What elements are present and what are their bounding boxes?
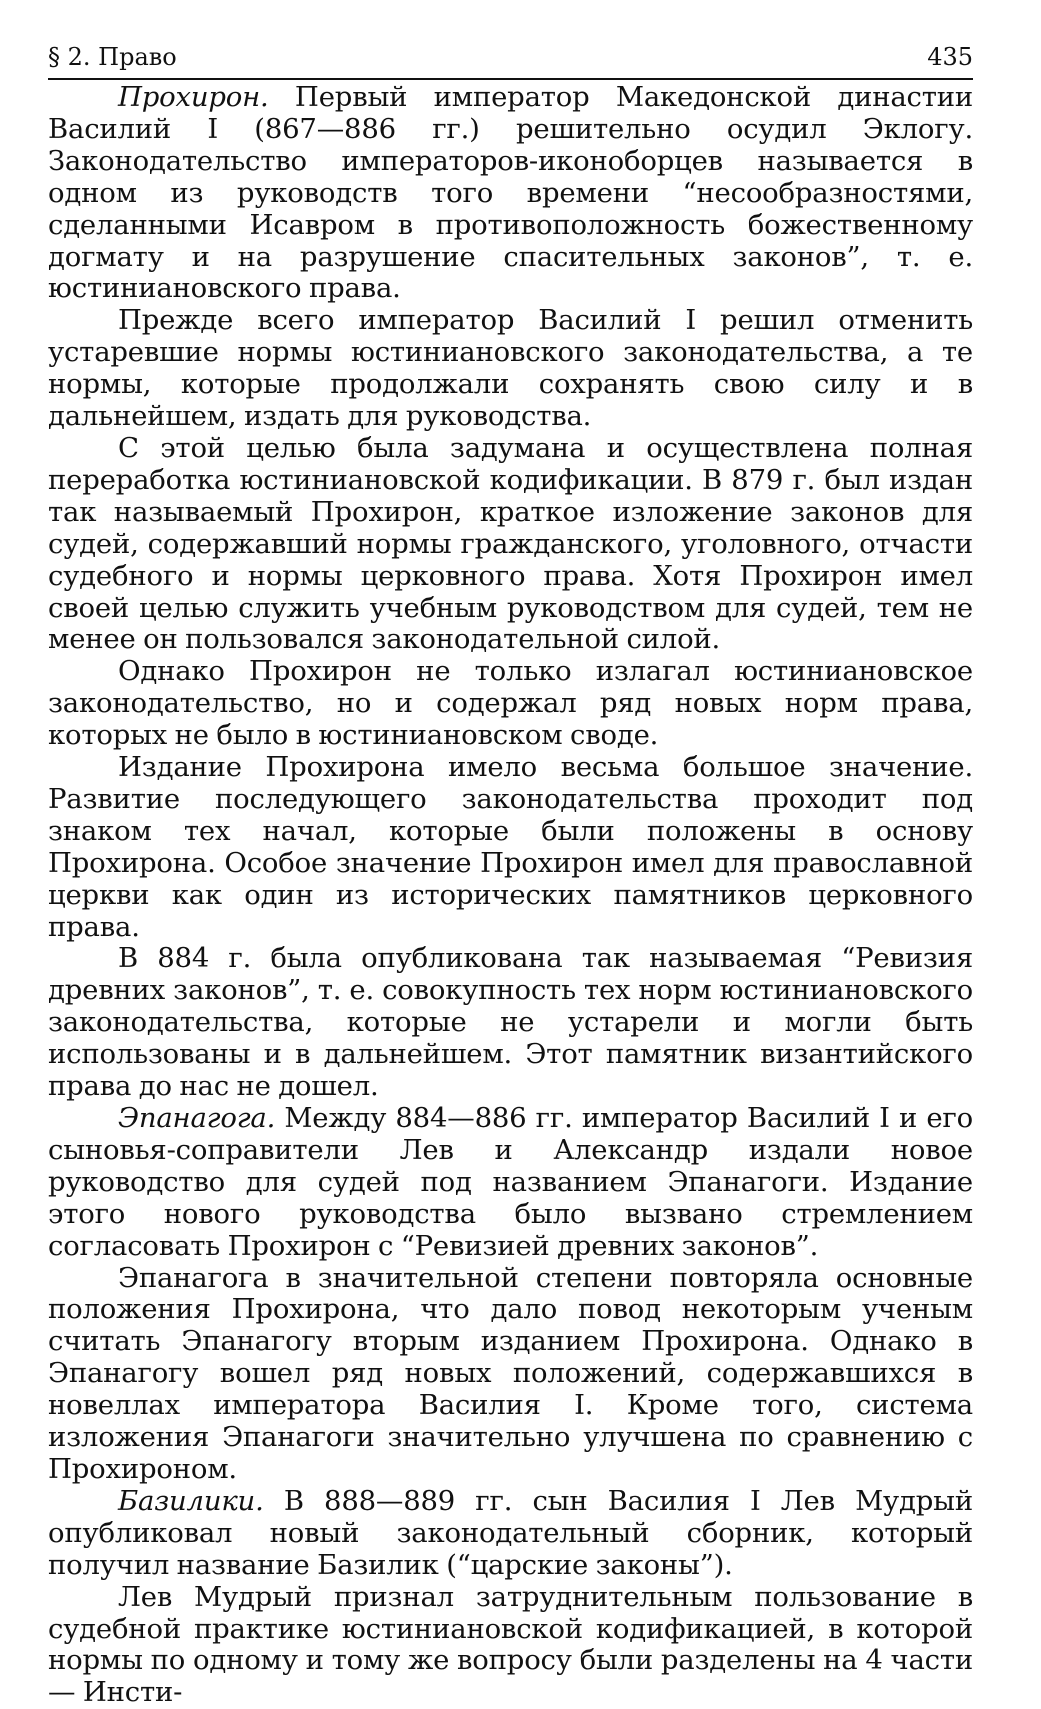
- paragraph-text: Прежде всего император Василий I решил отменить устаревшие нормы юстиниановского законодательства, а те нормы, которые продолжали сохранять свою силу и в дальнейшем, издать для руководства.: [48, 304, 973, 433]
- paragraph-text: Первый император Македонской династии Василий I (867—886 гг.) решительно осудил Эклогу. Законодательство императоров-иконоборцев называется в одном из руководств того времени “несообразностями, сделанными Исавром в противоположность божественному догмату и на разрушение спасительных законов”, т. е. юстиниановского права.: [48, 81, 973, 305]
- paragraph-text: Эпанагога в значительной степени повторяла основные положения Прохирона, что дало повод некоторым ученым считать Эпанагогу вторым изданием Прохирона. Однако в Эпанагогу вошел ряд новых положений, содержавшихся в новеллах императора Василия I. Кроме того, система изложения Эпанагоги значительно улучшена по сравнению с Прохироном.: [48, 1261, 973, 1485]
- paragraph-text: В 888—889 гг. сын Василия I Лев Мудрый опубликовал новый законодательный сборник, который получил название Базилик (“царские законы”).: [48, 1484, 973, 1581]
- run-in-heading: Прохирон.: [118, 81, 269, 113]
- paragraph: [48, 305, 973, 433]
- paragraph: [48, 1263, 973, 1486]
- paragraph-text: Лев Мудрый признал затруднительным пользование в судебной практике юстиниановской кодификацией, в которой нормы по одному и тому же вопросу были разделены на 4 части — Инсти-: [48, 1580, 973, 1709]
- paragraph-text: Между 884—886 гг. император Василий I и его сыновья-соправители Лев и Александр издали новое руководство для судей под названием Эпанагоги. Издание этого нового руководства было вызвано стремлением согласовать Прохирон с “Ревизией древних законов”.: [48, 1102, 973, 1262]
- page-number: 435: [927, 43, 973, 71]
- paragraph-basilika: [48, 1486, 973, 1582]
- running-head: [48, 40, 973, 80]
- book-page: [48, 40, 973, 1709]
- paragraph-text: С этой целью была задумана и осуществлена полная переработка юстиниановской кодификации. В 879 г. был издан так называемый Прохирон, краткое изложение законов для судей, содержавший нормы гражданского, уголовного, отчасти судебного и нормы церковного права. Хотя Прохирон имел своей целью служить учебным руководством для судей, тем не менее он пользовался законодательной силой.: [48, 431, 973, 656]
- run-in-heading: Базилики.: [118, 1484, 264, 1517]
- section-title: § 2. Право: [48, 43, 177, 71]
- paragraph-prochiron: [48, 82, 973, 305]
- paragraph: [48, 433, 973, 656]
- paragraph-epanagoge: [48, 1103, 973, 1263]
- paragraph-text: В 884 г. была опубликована так называемая “Ревизия древних законов”, т. е. совокупность тех норм юстиниановского законодательства, которые не устарели и могли быть использованы и в дальнейшем. Этот памятник византийского права до нас не дошел.: [48, 942, 973, 1103]
- body-text: [48, 82, 973, 1709]
- paragraph-text: Однако Прохирон не только излагал юстиниановское законодательство, но и содержал ряд новых норм права, которых не было в юстиниановском своде.: [48, 655, 973, 752]
- paragraph: [48, 656, 973, 752]
- paragraph: [48, 752, 973, 943]
- run-in-heading: Эпанагога.: [118, 1102, 276, 1134]
- paragraph: [48, 943, 973, 1103]
- paragraph-text: Издание Прохирона имело весьма большое значение. Развитие последующего законодательства проходит под знаком тех начал, которые были положены в основу Прохирона. Особое значение Прохирон имел для православной церкви как один из исторических памятников церковного права.: [48, 751, 973, 943]
